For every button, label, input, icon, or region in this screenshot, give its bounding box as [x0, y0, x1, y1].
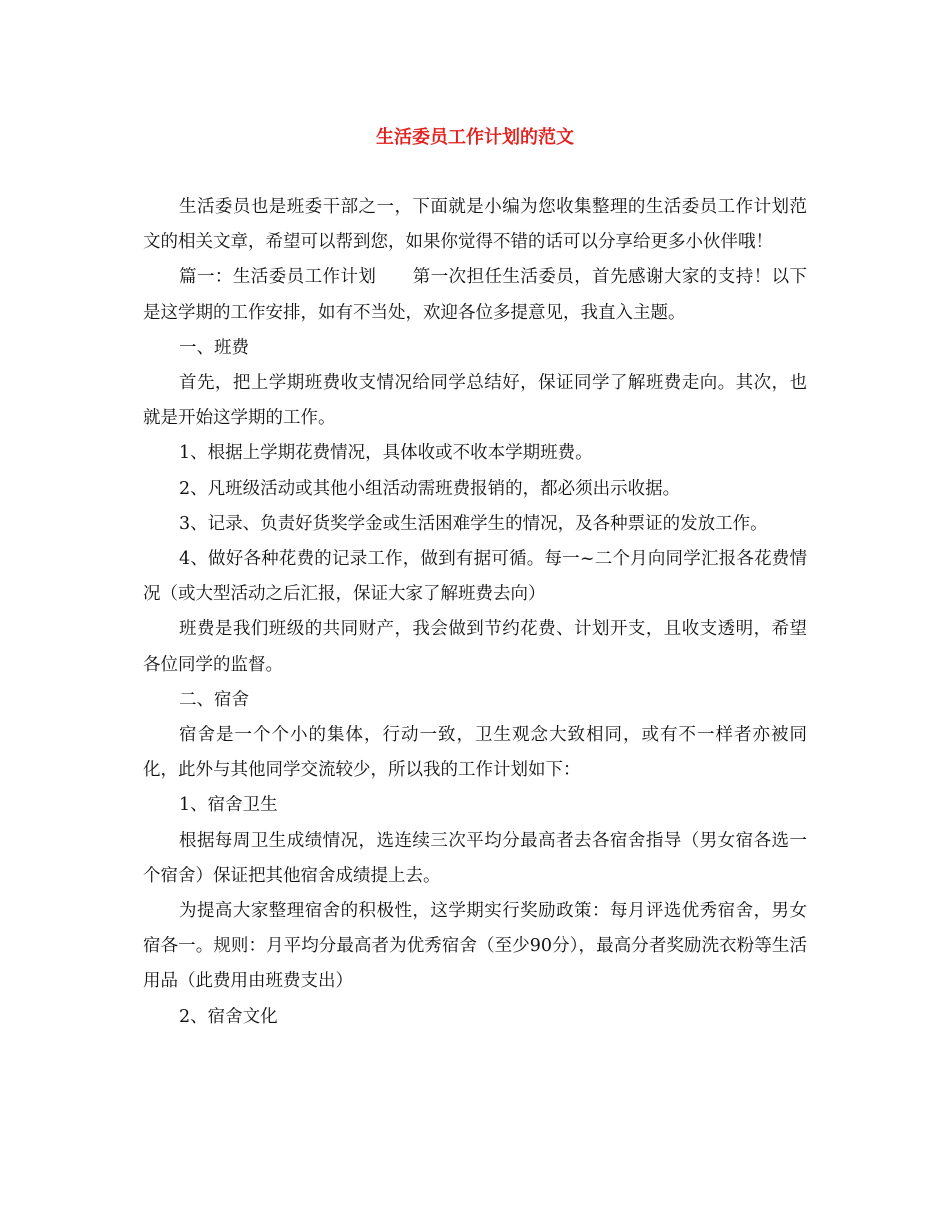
fee-item-4: 4、做好各种花费的记录工作，做到有据可循。每一~二个月向同学汇报各花费情况（或大型活动之后汇报，保证大家了解班费去向） — [143, 549, 807, 605]
heading-dormitory: 二、宿舍 — [179, 689, 249, 710]
paragraph-fee-summary: 首先，把上学期班费收支情况给同学总结好，保证同学了解班费走向。其次，也就是开始这学期的工作。 — [143, 373, 807, 429]
paragraph-dorm-reward: 为提高大家整理宿舍的积极性，这学期实行奖励政策：每月评选优秀宿舍，男女宿各一。规则：月平均分最高者为优秀宿舍（至少90分），最高分者奖励洗衣粉等生活用品（此费用由班费支出） — [143, 901, 807, 992]
part-one-opening: 第一次担任生活委员，首先感谢大家的支持！以下是这学期的工作安排，如有不当处，欢迎各位多提意见，我直入主题。 — [143, 267, 808, 323]
part-one-label: 篇一：生活委员工作计划 — [179, 267, 377, 288]
fee-item-3: 3、记录、负责好货奖学金或生活困难学生的情况，及各种票证的发放工作。 — [179, 513, 768, 534]
paragraph-fee-closing: 班费是我们班级的共同财产，我会做到节约花费、计划开支，且收支透明，希望各位同学的监督。 — [143, 619, 807, 675]
subheading-dorm-hygiene: 1、宿舍卫生 — [179, 795, 278, 816]
subheading-dorm-culture: 2、宿舍文化 — [179, 1006, 278, 1027]
intro-paragraph: 生活委员也是班委干部之一，下面就是小编为您收集整理的生活委员工作计划范文的相关文章，希望可以帮到您，如果你觉得不错的话可以分享给更多小伙伴哦！ — [143, 197, 807, 253]
section-heading-part-one — [143, 260, 807, 330]
document-title: 生活委员工作计划的范文 — [376, 127, 574, 148]
paragraph-dormitory-intro: 宿舍是一个个小的集体，行动一致，卫生观念大致相同，或有不一样者亦被同化，此外与其他同学交流较少，所以我的工作计划如下： — [143, 725, 807, 781]
paragraph-dorm-hygiene: 根据每周卫生成绩情况，选连续三次平均分最高者去各宿舍指导（男女宿各选一个宿舍）保证把其他宿舍成绩提上去。 — [143, 830, 807, 886]
heading-class-fee: 一、班费 — [179, 337, 249, 358]
fee-item-1: 1、根据上学期花费情况，具体收或不收本学期班费。 — [179, 443, 593, 464]
fee-item-2: 2、凡班级活动或其他小组活动需班费报销的，都必须出示收据。 — [179, 478, 681, 499]
document-body — [143, 190, 807, 1035]
